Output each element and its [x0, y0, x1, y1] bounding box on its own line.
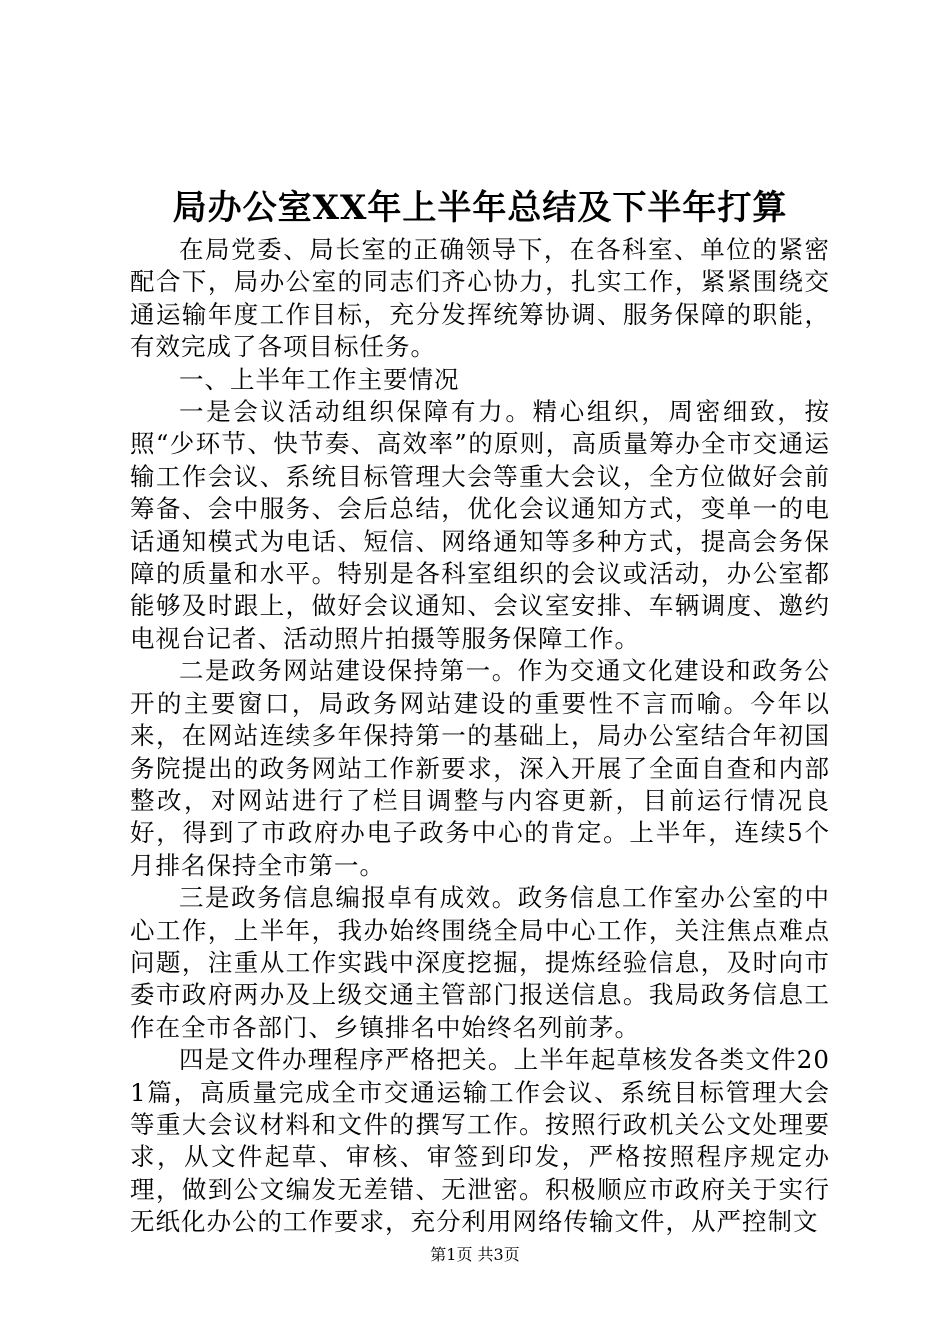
- page-number-footer: 第1页 共3页: [430, 1245, 520, 1264]
- section-heading: 一、上半年工作主要情况: [179, 364, 460, 394]
- meeting-paragraph: 一是会议活动组织保障有力。精心组织，周密细致，按照“少环节、快节奏、高效率”的原则，高质量筹办全市交通运输工作会议、系统目标管理大会等重大会议，全方位做好会前筹备、会中服务、会后总结，优化会议通知方式，变单一的电话通知模式为电话、短信、网络通知等多种方式，提高会务保障的质量和水平。特别是各科室组织的会议或活动，办公室都能够及时跟上，做好会议通知、会议室安排、车辆调度、邀约电视台记者、活动照片拍摄等服务保障工作。: [130, 397, 830, 653]
- document-title: 局办公室XX年上半年总结及下半年打算: [172, 188, 788, 228]
- documents-paragraph: 四是文件办理程序严格把关。上半年起草核发各类文件201篇，高质量完成全市交通运输工作会议、系统目标管理大会等重大会议材料和文件的撰写工作。按照行政机关公文处理要求，从文件起草、审核、审签到印发，严格按照程序规定办理，做到公文编发无差错、无泄密。积极顺应市政府关于实行无纸化办公的工作要求，充分利用网络传输文件，从严控制文: [130, 1045, 830, 1237]
- intro-paragraph: 在局党委、局长室的正确领导下，在各科室、单位的紧密配合下，局办公室的同志们齐心协力，扎实工作，紧紧围绕交通运输年度工作目标，充分发挥统筹协调、服务保障的职能，有效完成了各项目标任务。: [130, 235, 830, 362]
- website-paragraph: 二是政务网站建设保持第一。作为交通文化建设和政务公开的主要窗口，局政务网站建设的重要性不言而喻。今年以来，在网站连续多年保持第一的基础上，局办公室结合年初国务院提出的政务网站工作新要求，深入开展了全面自查和内部整改，对网站进行了栏目调整与内容更新，目前运行情况良好，得到了市政府办电子政务中心的肯定。上半年，连续5个月排名保持全市第一。: [130, 656, 830, 880]
- info-paragraph: 三是政务信息编报卓有成效。政务信息工作室办公室的中心工作，上半年，我办始终围绕全局中心工作，关注焦点难点问题，注重从工作实践中深度挖掘，提炼经验信息，及时向市委市政府两办及上级交通主管部门报送信息。我局政务信息工作在全市各部门、乡镇排名中始终名列前茅。: [130, 883, 830, 1042]
- document-body: [130, 234, 830, 1239]
